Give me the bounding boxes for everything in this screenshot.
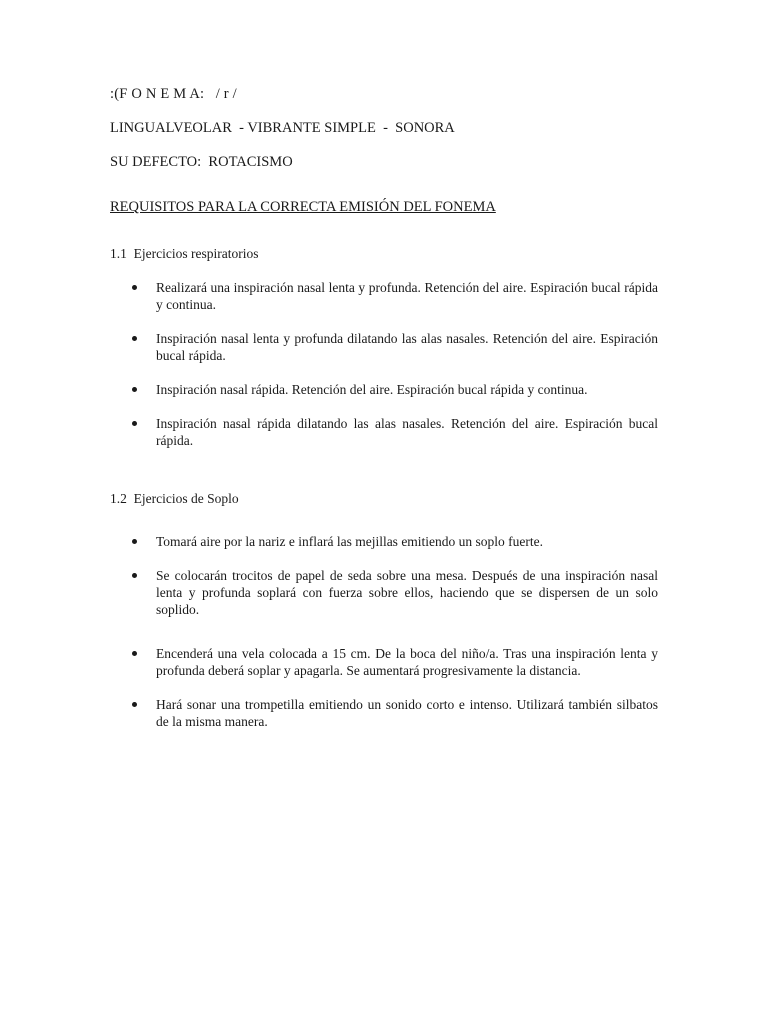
respiratory-exercises-list — [110, 279, 658, 449]
list-item — [110, 696, 658, 730]
phoneme-defect: SU DEFECTO: ROTACISMO — [110, 154, 293, 170]
list-item-text: Inspiración nasal rápida dilatando las alas nasales. Retención del aire. Espiración bucal rápida. — [156, 416, 658, 448]
bullet-icon — [132, 539, 137, 544]
list-item-text: Inspiración nasal lenta y profunda dilatando las alas nasales. Retención del aire. Espiración bucal rápida. — [156, 331, 658, 363]
bullet-icon — [132, 702, 137, 707]
bullet-icon — [132, 573, 137, 578]
list-item — [110, 330, 658, 364]
phoneme-title: :(F O N E M A: / r / — [110, 86, 237, 102]
list-item — [110, 533, 658, 550]
requirements-title: REQUISITOS PARA LA CORRECTA EMISIÓN DEL FONEMA — [110, 199, 496, 215]
phoneme-classification: LINGUALVEOLAR - VIBRANTE SIMPLE - SONORA — [110, 120, 455, 136]
section-title-blowing: 1.2 Ejercicios de Soplo — [110, 491, 239, 506]
list-item-text: Se colocarán trocitos de papel de seda sobre una mesa. Después de una inspiración nasal lenta y profunda soplará con fuerza sobre ellos, haciendo que se dispersen de un solo soplido. — [156, 568, 658, 617]
list-item-text: Hará sonar una trompetilla emitiendo un sonido corto e intenso. Utilizará también silbatos de la misma manera. — [156, 697, 658, 729]
list-item — [110, 415, 658, 449]
blowing-exercises-list — [110, 533, 658, 730]
bullet-icon — [132, 421, 137, 426]
list-item — [110, 381, 658, 398]
bullet-icon — [132, 651, 137, 656]
list-item — [110, 567, 658, 618]
document-body — [110, 86, 658, 747]
section-title-respiratory: 1.1 Ejercicios respiratorios — [110, 246, 259, 261]
bullet-icon — [132, 336, 137, 341]
list-item — [110, 645, 658, 679]
list-item-text: Encenderá una vela colocada a 15 cm. De la boca del niño/a. Tras una inspiración lenta y profunda deberá soplar y apagarla. Se aumentará progresivamente la distancia. — [156, 646, 658, 678]
list-item-text: Inspiración nasal rápida. Retención del aire. Espiración bucal rápida y continua. — [156, 382, 588, 397]
bullet-icon — [132, 387, 137, 392]
list-item — [110, 279, 658, 313]
list-item-text: Tomará aire por la nariz e inflará las mejillas emitiendo un soplo fuerte. — [156, 534, 544, 549]
list-item-text: Realizará una inspiración nasal lenta y profunda. Retención del aire. Espiración bucal rápida y continua. — [156, 280, 658, 312]
bullet-icon — [132, 285, 137, 290]
